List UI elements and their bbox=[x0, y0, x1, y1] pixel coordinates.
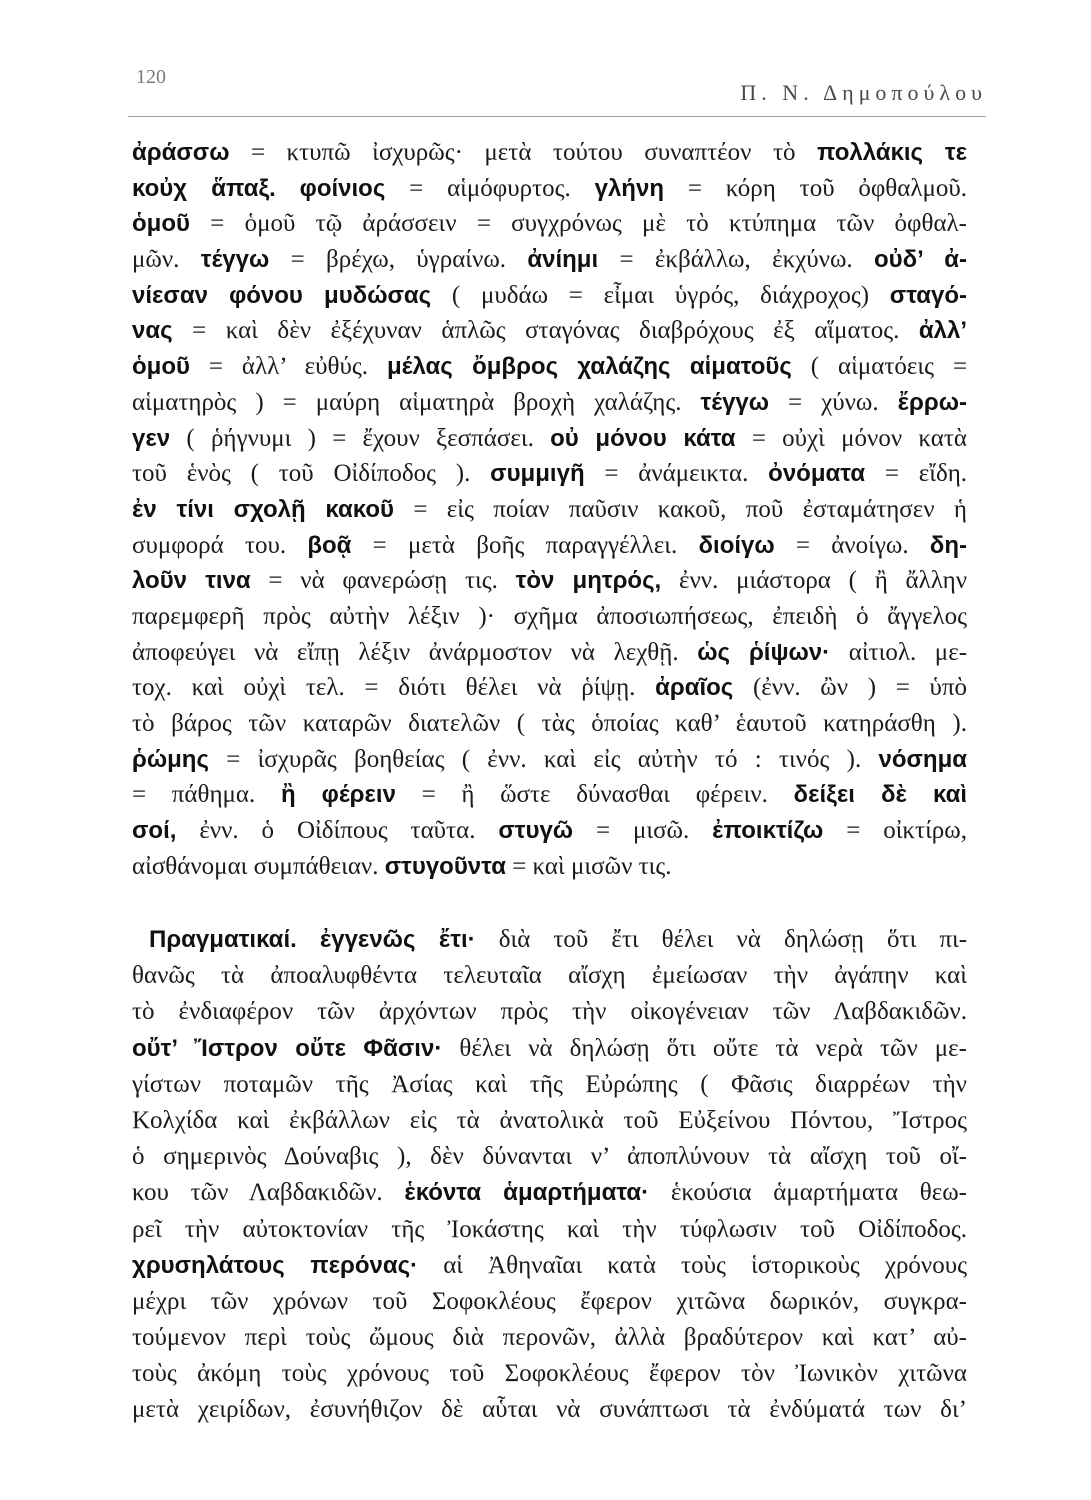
text-line bbox=[132, 635, 967, 671]
gloss-text: μῶν. bbox=[132, 246, 180, 274]
gloss-text: θανῶς τὰ ἀποαλυφθέντα τελευταῖα αἴσχη ἐμείωσαν τὴν ἀγάπην καὶ bbox=[132, 962, 967, 990]
gloss-text: ἀποφεύγει νὰ εἴπῃ λέξιν ἀνάρμοστον νὰ λεχθῇ. bbox=[132, 638, 679, 666]
lemma: φοίνιος bbox=[299, 174, 386, 202]
text-line bbox=[132, 706, 967, 742]
gloss-text: ἑκούσια ἁμαρτήματα θεω- bbox=[670, 1179, 967, 1207]
gloss-text: = ἀλλ’ εὐθύς. bbox=[208, 353, 369, 381]
text-line bbox=[132, 313, 967, 349]
lemma: ἢ φέρειν bbox=[280, 781, 396, 809]
gloss-text: = καὶ δὲν ἐξέχυναν ἁπλῶς σταγόνας διαβρόχους ἐξ αἵματος. bbox=[192, 317, 900, 345]
text-line bbox=[132, 777, 967, 813]
text-line bbox=[132, 385, 967, 421]
running-head-author: Π. Ν. Δημοπούλου bbox=[740, 80, 987, 105]
gloss-text: = ὁμοῦ τῷ ἀράσσειν = συγχρόνως μὲ τὸ κτύπημα τῶν ὀφθαλ- bbox=[210, 210, 968, 238]
gloss-text: Κολχίδα καὶ ἐκβάλλων εἰς τὰ ἀνατολικὰ τοῦ Εὐξείνου Πόντου, Ἴστρος bbox=[132, 1106, 967, 1134]
lemma: νας bbox=[132, 317, 173, 345]
gloss-text: ρεῖ τὴν αὐτοκτονίαν τῆς Ἰοκάστης καὶ τὴν τύφλωσιν τοῦ Οἰδίποδος. bbox=[132, 1215, 967, 1243]
lemma: σοί, bbox=[132, 817, 177, 845]
gloss-text: = μισῶ. bbox=[595, 817, 690, 845]
lemma: μέλας ὄμβρος χαλάζης αἱματοῦς bbox=[386, 353, 792, 381]
gloss-text: τὸ ἐνδιαφέρον τῶν ἀρχόντων πρὸς τὴν οἰκογένειαν τῶν Λαβδακιδῶν. bbox=[132, 998, 967, 1026]
lemma: ἔρρω- bbox=[897, 388, 967, 416]
lemma: ἀραῖος bbox=[655, 674, 734, 702]
lemma: οὐδ’ ἀ- bbox=[874, 246, 968, 274]
lemma: σταγό- bbox=[889, 281, 968, 309]
gloss-text: = ἐκβάλλω, ἐκχύνω. bbox=[619, 246, 853, 274]
lemma: ἀράσσω bbox=[132, 139, 230, 166]
gloss-text: = νὰ φανερώσῃ τις. bbox=[268, 567, 498, 595]
gloss-text: παρεμφερῆ πρὸς αὐτὴν λέξιν )· σχῆμα ἀποσιωπήσεως, ἐπειδὴ ὁ ἄγγελος bbox=[132, 602, 967, 630]
lemma: ῥώμης bbox=[132, 745, 209, 773]
lemma: λοῦν τινα bbox=[132, 567, 251, 595]
gloss-text: = εἰς ποίαν παῦσιν κακοῦ, ποῦ ἐσταμάτησεν ἡ bbox=[413, 495, 967, 523]
text-line bbox=[132, 1139, 967, 1175]
lemma: δείξει δὲ καὶ bbox=[793, 781, 967, 809]
lemma: γεν bbox=[132, 424, 171, 452]
gloss-text: τοχ. καὶ οὐχὶ τελ. = διότι θέλει νὰ ῥίψῃ. bbox=[132, 674, 636, 702]
gloss-text: αἱ Ἀθηναῖαι κατὰ τοὺς ἱστορικοὺς χρόνους bbox=[443, 1251, 968, 1279]
lemma: στυγῶ bbox=[498, 817, 574, 845]
gloss-text: διὰ τοῦ ἔτι θέλει νὰ δηλώσῃ ὅτι πι- bbox=[498, 926, 968, 953]
text-line bbox=[132, 1067, 967, 1103]
text-line bbox=[132, 171, 967, 207]
text-line bbox=[132, 1031, 967, 1067]
lemma: ἐν τίνι σχολῇ κακοῦ bbox=[132, 495, 394, 523]
lemma: Πραγματικαί. bbox=[149, 926, 297, 953]
gloss-text: = ἢ ὥστε δύνασθαι φέρειν. bbox=[421, 781, 768, 809]
lemma: τέγγω bbox=[200, 246, 270, 274]
lemma: ὡς ῥίψων· bbox=[697, 638, 831, 666]
text-line bbox=[132, 206, 967, 242]
lemma: χρυσηλάτους περόνας· bbox=[132, 1251, 419, 1279]
gloss-text: = βρέχω, ὑγραίνω. bbox=[290, 246, 507, 274]
text-line bbox=[132, 1356, 967, 1392]
text-line bbox=[132, 813, 967, 849]
gloss-text: = κόρη τοῦ ὀφθαλμοῦ. bbox=[687, 174, 968, 202]
text-line bbox=[132, 421, 967, 457]
gloss-text: (ἐνν. ὢν ) = ὑπὸ bbox=[752, 674, 968, 702]
lemma: κοὐχ ἅπαξ. bbox=[132, 174, 276, 202]
text-line bbox=[132, 1284, 967, 1320]
lemma: οὔτ’ Ἴστρον οὔτε Φᾶσιν· bbox=[132, 1034, 443, 1062]
lemma: οὐ μόνου κάτα bbox=[550, 424, 736, 452]
text-line bbox=[132, 958, 967, 994]
gloss-text: = ἀνοίγω. bbox=[795, 531, 909, 559]
text-line bbox=[132, 922, 967, 958]
lemma: τὸν μητρός, bbox=[515, 567, 662, 595]
lemma: ἑκόντα ἁμαρτήματα· bbox=[404, 1179, 650, 1207]
lemma: ὀνόματα bbox=[768, 460, 866, 488]
gloss-text: θέλει νὰ δηλώσῃ ὅτι οὔτε τὰ νερὰ τῶν με- bbox=[459, 1034, 967, 1062]
text-line bbox=[132, 349, 967, 385]
gloss-text: συμφορά του. bbox=[132, 531, 287, 559]
paragraph bbox=[132, 135, 967, 884]
lemma: τέγγω bbox=[700, 388, 770, 416]
text-line bbox=[132, 1392, 967, 1428]
gloss-text: ( μυδάω = εἶμαι ὑγρός, διάχροχος) bbox=[451, 281, 870, 309]
lemma: συμμιγῆ bbox=[490, 460, 585, 488]
gloss-text: ἐνν. μιάστορα ( ἢ ἄλλην bbox=[678, 567, 968, 595]
lemma: ἀνίημι bbox=[527, 246, 599, 274]
text-line bbox=[132, 1212, 967, 1248]
gloss-text: μέχρι τῶν χρόνων τοῦ Σοφοκλέους ἔφερον χιτῶνα δωρικόν, συγκρα- bbox=[132, 1287, 967, 1315]
gloss-text: μετὰ χειρίδων, ἐσυνήθιζον δὲ αὗται νὰ συνάπτωσι τὰ ἐνδύματά των δι’ bbox=[132, 1396, 967, 1424]
gloss-text: = ἰσχυρᾶς βοηθείας ( ἐνν. καὶ εἰς αὐτὴν τό : τινός ). bbox=[226, 745, 862, 773]
text-line bbox=[132, 456, 967, 492]
gloss-text: = εἴδη. bbox=[884, 460, 968, 488]
gloss-text: τοὺς ἀκόμη τοὺς χρόνους τοῦ Σοφοκλέους ἔφερον τὸν Ἰωνικὸν χιτῶνα bbox=[132, 1360, 967, 1388]
text-line bbox=[132, 492, 967, 528]
gloss-text: αἰτιολ. με- bbox=[848, 638, 968, 666]
text-line bbox=[132, 599, 967, 635]
lemma: γλήνη bbox=[594, 174, 664, 202]
lemma: πολλάκις τε bbox=[816, 139, 968, 166]
lemma: νίεσαν φόνου μυδώσας bbox=[132, 281, 432, 309]
gloss-text: αἱματηρὸς ) = μαύρη αἱματηρὰ βροχὴ χαλάζης. bbox=[132, 388, 682, 416]
text-line bbox=[132, 563, 967, 599]
text-line bbox=[132, 1248, 967, 1284]
gloss-text: ( αἱματόεις = bbox=[810, 353, 968, 381]
gloss-text: αἰσθάνομαι συμπάθειαν. bbox=[132, 852, 379, 880]
text-line bbox=[132, 849, 967, 885]
text-line bbox=[132, 1175, 967, 1211]
text-line bbox=[132, 1103, 967, 1139]
lemma: ὁμοῦ bbox=[132, 353, 190, 381]
text-line bbox=[132, 135, 967, 171]
gloss-text: ὁ σημερινὸς Δούναβις ), δὲν δύνανται ν’ ἀποπλύνουν τὰ αἴσχη τοῦ οἴ- bbox=[132, 1143, 967, 1171]
paragraph bbox=[132, 922, 967, 1429]
gloss-text: τοῦ ἑνὸς ( τοῦ Οἰδίποδος ). bbox=[132, 460, 471, 488]
text-line bbox=[132, 994, 967, 1030]
gloss-text: = χύνω. bbox=[788, 388, 879, 416]
lemma: ὁμοῦ bbox=[132, 210, 190, 238]
lemma: δη- bbox=[929, 531, 968, 559]
gloss-text: = οὐχὶ μόνον κατὰ bbox=[751, 424, 968, 452]
text-line bbox=[132, 742, 967, 778]
lemma: στυγοῦντα bbox=[384, 852, 506, 880]
gloss-text: = μετὰ βοῆς παραγγέλλει. bbox=[372, 531, 678, 559]
lemma: ἐγγενῶς ἔτι· bbox=[319, 926, 476, 953]
gloss-text: = πάθημα. bbox=[132, 781, 256, 809]
gloss-text: ἐνν. ὁ Οἰδίπους ταῦτα. bbox=[199, 817, 476, 845]
lemma: βοᾷ bbox=[307, 531, 352, 559]
gloss-text: = καὶ μισῶν τις. bbox=[512, 852, 672, 880]
text-line bbox=[132, 670, 967, 706]
gloss-text: = οἰκτίρω, bbox=[846, 817, 967, 845]
gloss-text: = αἱμόφυρτος. bbox=[409, 174, 571, 202]
text-line bbox=[132, 242, 967, 278]
text-line bbox=[132, 278, 967, 314]
page-number: 120 bbox=[136, 66, 166, 88]
gloss-text: κου τῶν Λαβδακιδῶν. bbox=[132, 1179, 383, 1207]
gloss-text: = κτυπῶ ἰσχυρῶς· μετὰ τούτου συναπτέον τὸ bbox=[250, 139, 796, 166]
gloss-text: τούμενον περὶ τοὺς ὤμους διὰ περονῶν, ἀλλὰ βραδύτερον καὶ κατ’ αὐ- bbox=[132, 1324, 967, 1352]
lemma: ἀλλ’ bbox=[918, 317, 967, 345]
lemma: ἐποικτίζω bbox=[712, 817, 824, 845]
text-line bbox=[132, 528, 967, 564]
gloss-text: γίστων ποταμῶν τῆς Ἀσίας καὶ τῆς Εὐρώπης ( Φᾶσις διαρρέων τὴν bbox=[132, 1070, 967, 1098]
gloss-text: = ἀνάμεικτα. bbox=[604, 460, 749, 488]
lemma: νόσημα bbox=[878, 745, 968, 773]
lemma: διοίγω bbox=[698, 531, 775, 559]
text-line bbox=[132, 1320, 967, 1356]
gloss-text: ( ῥήγνυμι ) = ἔχουν ξεσπάσει. bbox=[186, 424, 534, 452]
gloss-text: τὸ βάρος τῶν καταρῶν διατελῶν ( τὰς ὁποίας καθ’ ἑαυτοῦ κατηράσθη ). bbox=[132, 710, 967, 737]
